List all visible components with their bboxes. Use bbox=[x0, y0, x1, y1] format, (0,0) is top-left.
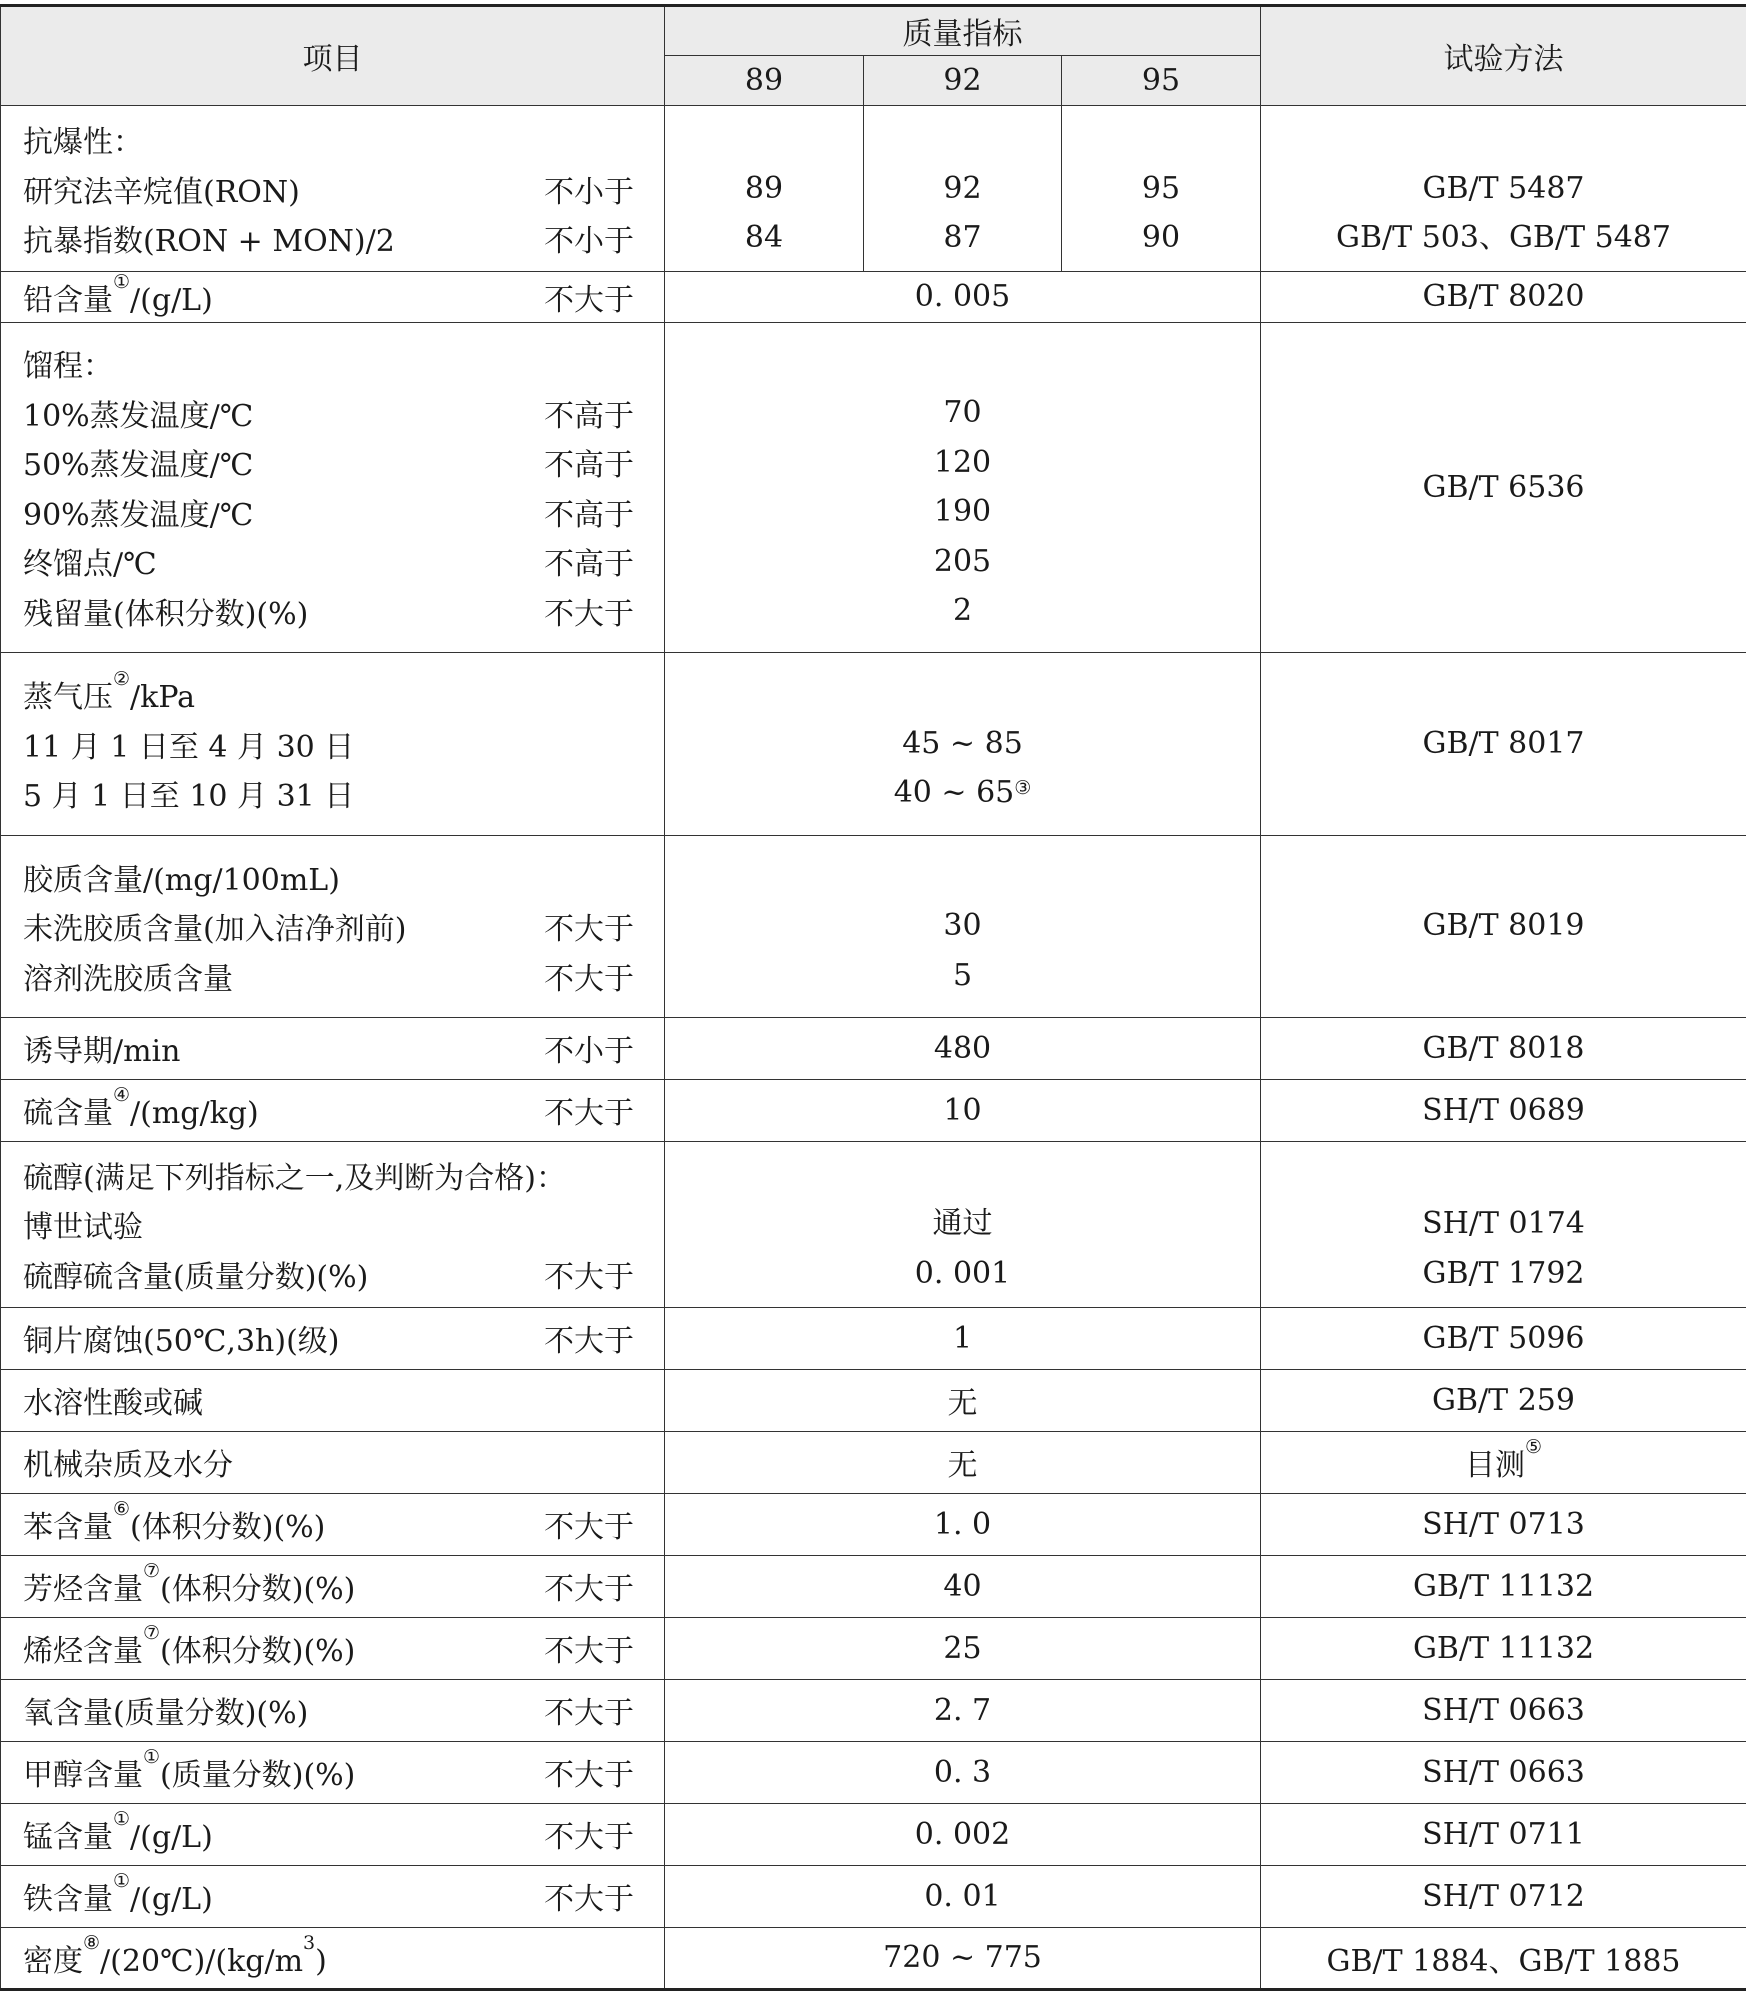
iron-cond: 不大于 bbox=[544, 1874, 664, 1918]
benzene-label: 苯含量 bbox=[23, 1510, 113, 1545]
dist-end-label: 终馏点/℃ bbox=[1, 539, 544, 583]
benzene-mark: ⑥ bbox=[113, 1498, 130, 1520]
gum-washed-label: 溶剂洗胶质含量 bbox=[1, 954, 544, 998]
doctor-test-method: SH/T 0174 bbox=[1261, 1199, 1746, 1249]
manganese-value: 0. 002 bbox=[665, 1803, 1261, 1865]
oxygen-label: 氧含量(质量分数)(%) bbox=[1, 1688, 544, 1732]
dist-10-value: 70 bbox=[665, 388, 1260, 438]
copper-row bbox=[1, 1307, 1746, 1369]
density-unit-sup: 3 bbox=[303, 1932, 315, 1954]
method-header: 试验方法 bbox=[1261, 6, 1746, 106]
aromatics-cond: 不大于 bbox=[544, 1564, 664, 1608]
lead-unit: /(g/L) bbox=[130, 283, 213, 318]
impurity-method: 目测 bbox=[1465, 1448, 1525, 1483]
dist-end-value: 205 bbox=[665, 537, 1260, 587]
quality-header: 质量指标 bbox=[665, 6, 1261, 56]
dist-10-cond: 不高于 bbox=[544, 391, 664, 435]
grade-89-header: 89 bbox=[665, 56, 864, 106]
mercaptan-sulfur-value: 0. 001 bbox=[665, 1249, 1260, 1299]
gum-unwashed-cond: 不大于 bbox=[544, 904, 664, 948]
aki-95: 90 bbox=[1062, 213, 1260, 263]
aromatics-value: 40 bbox=[665, 1555, 1261, 1617]
antiknock-row bbox=[1, 106, 1746, 272]
aromatics-row bbox=[1, 1555, 1746, 1617]
dist-residue-label: 残留量(体积分数)(%) bbox=[1, 589, 544, 633]
aki-cond: 不小于 bbox=[544, 216, 664, 260]
methanol-value: 0. 3 bbox=[665, 1741, 1261, 1803]
ron-95: 95 bbox=[1062, 164, 1260, 214]
olefins-value: 25 bbox=[665, 1617, 1261, 1679]
oxygen-method: SH/T 0663 bbox=[1261, 1679, 1746, 1741]
olefins-row bbox=[1, 1617, 1746, 1679]
copper-cond: 不大于 bbox=[544, 1316, 664, 1360]
methanol-unit: (质量分数)(%) bbox=[160, 1758, 355, 1793]
oxygen-row bbox=[1, 1679, 1746, 1741]
ron-89: 89 bbox=[665, 164, 863, 214]
sulfur-row bbox=[1, 1079, 1746, 1141]
manganese-label: 锰含量 bbox=[23, 1820, 113, 1855]
iron-row bbox=[1, 1865, 1746, 1927]
benzene-unit: (体积分数)(%) bbox=[130, 1510, 325, 1545]
doctor-test-label: 博世试验 bbox=[1, 1202, 544, 1246]
acid-value: 无 bbox=[665, 1369, 1261, 1431]
copper-value: 1 bbox=[665, 1307, 1261, 1369]
oxygen-value: 2. 7 bbox=[665, 1679, 1261, 1741]
olefins-mark: ⑦ bbox=[143, 1622, 160, 1644]
copper-method: GB/T 5096 bbox=[1261, 1307, 1746, 1369]
gum-method: GB/T 8019 bbox=[1261, 901, 1746, 951]
vapor-winter-label: 11 月 1 日至 4 月 30 日 bbox=[1, 722, 664, 766]
induction-cond: 不小于 bbox=[544, 1026, 664, 1070]
antiknock-group: 抗爆性： bbox=[1, 117, 664, 161]
dist-residue-value: 2 bbox=[665, 586, 1260, 636]
ron-92: 92 bbox=[864, 164, 1061, 214]
aromatics-method: GB/T 11132 bbox=[1261, 1555, 1746, 1617]
gum-unwashed-value: 30 bbox=[665, 901, 1260, 951]
impurity-row bbox=[1, 1431, 1746, 1493]
vapor-winter-value: 45 ~ 85 bbox=[665, 719, 1260, 769]
methanol-row bbox=[1, 1741, 1746, 1803]
gum-washed-cond: 不大于 bbox=[544, 954, 664, 998]
aromatics-label: 芳烃含量 bbox=[23, 1572, 143, 1607]
lead-mark: ① bbox=[113, 271, 130, 293]
sulfur-value: 10 bbox=[665, 1079, 1261, 1141]
impurity-method-mark: ⑤ bbox=[1525, 1436, 1542, 1458]
manganese-unit: /(g/L) bbox=[130, 1820, 213, 1855]
mercaptan-row bbox=[1, 1141, 1746, 1307]
aromatics-unit: (体积分数)(%) bbox=[160, 1572, 355, 1607]
oxygen-cond: 不大于 bbox=[544, 1688, 664, 1732]
impurity-label: 机械杂质及水分 bbox=[1, 1440, 544, 1484]
manganese-mark: ① bbox=[113, 1808, 130, 1830]
mercaptan-sulfur-cond: 不大于 bbox=[544, 1252, 664, 1296]
lead-value: 0. 005 bbox=[665, 272, 1261, 323]
aki-label: 抗暴指数(RON + MON)/2 bbox=[1, 216, 544, 260]
vapor-row bbox=[1, 652, 1746, 835]
item-header: 项目 bbox=[1, 6, 665, 106]
gasoline-spec-table bbox=[0, 4, 1746, 1991]
acid-label: 水溶性酸或碱 bbox=[1, 1378, 544, 1422]
benzene-method: SH/T 0713 bbox=[1261, 1493, 1746, 1555]
vapor-label: 蒸气压 bbox=[23, 680, 113, 715]
dist-50-cond: 不高于 bbox=[544, 440, 664, 484]
dist-end-cond: 不高于 bbox=[544, 539, 664, 583]
benzene-row bbox=[1, 1493, 1746, 1555]
iron-method: SH/T 0712 bbox=[1261, 1865, 1746, 1927]
density-unit: /(20℃)/(kg/m bbox=[100, 1944, 303, 1979]
copper-label: 铜片腐蚀(50℃,3h)(级) bbox=[1, 1316, 544, 1360]
density-value: 720 ~ 775 bbox=[665, 1927, 1261, 1989]
manganese-row bbox=[1, 1803, 1746, 1865]
gum-washed-value: 5 bbox=[665, 951, 1260, 1001]
methanol-cond: 不大于 bbox=[544, 1750, 664, 1794]
density-label: 密度 bbox=[23, 1944, 83, 1979]
induction-label: 诱导期/min bbox=[1, 1026, 544, 1070]
manganese-method: SH/T 0711 bbox=[1261, 1803, 1746, 1865]
sulfur-mark: ④ bbox=[113, 1084, 130, 1106]
benzene-cond: 不大于 bbox=[544, 1502, 664, 1546]
sulfur-method: SH/T 0689 bbox=[1261, 1079, 1746, 1141]
dist-residue-cond: 不大于 bbox=[544, 589, 664, 633]
density-method: GB/T 1884、GB/T 1885 bbox=[1261, 1927, 1746, 1989]
grade-95-header: 95 bbox=[1062, 56, 1261, 106]
gum-group: 胶质含量/(mg/100mL) bbox=[1, 855, 664, 899]
iron-value: 0. 01 bbox=[665, 1865, 1261, 1927]
dist-90-label: 90%蒸发温度/℃ bbox=[1, 490, 544, 534]
dist-50-value: 120 bbox=[665, 438, 1260, 488]
vapor-summer-value: 40 ~ 65 bbox=[894, 775, 1015, 810]
olefins-method: GB/T 11132 bbox=[1261, 1617, 1746, 1679]
methanol-method: SH/T 0663 bbox=[1261, 1741, 1746, 1803]
ron-method: GB/T 5487 bbox=[1261, 164, 1746, 214]
aki-method: GB/T 503、GB/T 5487 bbox=[1261, 213, 1746, 263]
ron-label: 研究法辛烷值(RON) bbox=[1, 167, 544, 211]
acid-method: GB/T 259 bbox=[1261, 1369, 1746, 1431]
induction-row bbox=[1, 1017, 1746, 1079]
vapor-summer-mark: ③ bbox=[1014, 777, 1031, 799]
vapor-summer-label: 5 月 1 日至 10 月 31 日 bbox=[1, 771, 664, 815]
olefins-cond: 不大于 bbox=[544, 1626, 664, 1670]
benzene-value: 1. 0 bbox=[665, 1493, 1261, 1555]
density-mark: ⑧ bbox=[83, 1932, 100, 1954]
olefins-label: 烯烃含量 bbox=[23, 1634, 143, 1669]
aromatics-mark: ⑦ bbox=[143, 1560, 160, 1582]
olefins-unit: (体积分数)(%) bbox=[160, 1634, 355, 1669]
methanol-label: 甲醇含量 bbox=[23, 1758, 143, 1793]
distillation-row bbox=[1, 322, 1746, 652]
density-unit-end: ) bbox=[315, 1944, 327, 1979]
aki-92: 87 bbox=[864, 213, 1061, 263]
iron-label: 铁含量 bbox=[23, 1882, 113, 1917]
sulfur-unit: /(mg/kg) bbox=[130, 1096, 259, 1131]
dist-90-cond: 不高于 bbox=[544, 490, 664, 534]
distillation-method: GB/T 6536 bbox=[1261, 322, 1746, 652]
aki-89: 84 bbox=[665, 213, 863, 263]
lead-method: GB/T 8020 bbox=[1261, 272, 1746, 323]
mercaptan-sulfur-method: GB/T 1792 bbox=[1261, 1249, 1746, 1299]
induction-method: GB/T 8018 bbox=[1261, 1017, 1746, 1079]
vapor-method: GB/T 8017 bbox=[1261, 652, 1746, 835]
density-row bbox=[1, 1927, 1746, 1989]
mercaptan-group: 硫醇(满足下列指标之一,及判断为合格)： bbox=[1, 1153, 664, 1197]
lead-cond: 不大于 bbox=[544, 275, 664, 319]
acid-row bbox=[1, 1369, 1746, 1431]
iron-mark: ① bbox=[113, 1870, 130, 1892]
vapor-unit: /kPa bbox=[130, 680, 195, 715]
dist-10-label: 10%蒸发温度/℃ bbox=[1, 391, 544, 435]
sulfur-cond: 不大于 bbox=[544, 1088, 664, 1132]
methanol-mark: ① bbox=[143, 1746, 160, 1768]
sulfur-label: 硫含量 bbox=[23, 1096, 113, 1131]
gum-row bbox=[1, 835, 1746, 1017]
doctor-test-value: 通过 bbox=[665, 1199, 1260, 1249]
ron-cond: 不小于 bbox=[544, 167, 664, 211]
vapor-mark: ② bbox=[113, 668, 130, 690]
lead-label: 铅含量 bbox=[23, 283, 113, 318]
dist-50-label: 50%蒸发温度/℃ bbox=[1, 440, 544, 484]
grade-92-header: 92 bbox=[864, 56, 1062, 106]
distillation-group: 馏程： bbox=[1, 341, 664, 385]
lead-row bbox=[1, 272, 1746, 323]
iron-unit: /(g/L) bbox=[130, 1882, 213, 1917]
manganese-cond: 不大于 bbox=[544, 1812, 664, 1856]
gum-unwashed-label: 未洗胶质含量(加入洁净剂前) bbox=[1, 904, 544, 948]
mercaptan-sulfur-label: 硫醇硫含量(质量分数)(%) bbox=[1, 1252, 544, 1296]
impurity-value: 无 bbox=[665, 1431, 1261, 1493]
dist-90-value: 190 bbox=[665, 487, 1260, 537]
induction-value: 480 bbox=[665, 1017, 1261, 1079]
